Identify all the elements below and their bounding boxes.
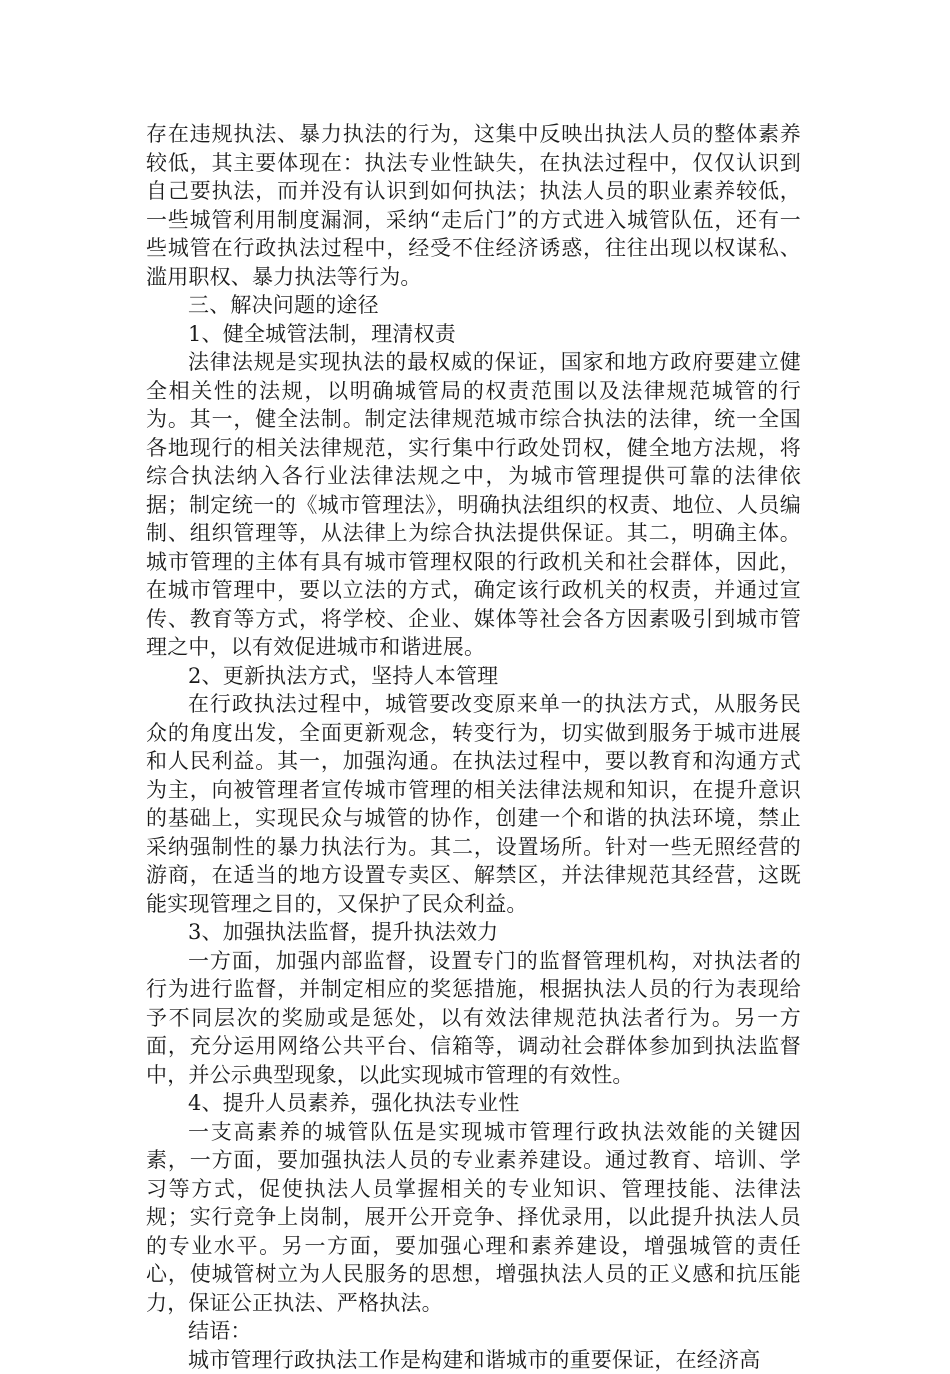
- paragraph-personnel-quality: 一支高素养的城管队伍是实现城市管理行政执法效能的关键因素，一方面，要加强执法人员的专业素养建设。通过教育、培训、学习等方式，促使执法人员掌握相关的专业知识、管理技能、法律法规；实行竞争上岗制，展开公开竞争、择优录用，以此提升执法人员的专业水平。另一方面，要加强心理和素养建设，增强城管的责任心，使城管树立为人民服务的思想，增强执法人员的正义感和抗压能力，保证公正执法、严格执法。: [146, 1118, 801, 1318]
- paragraph-conclusion: 城市管理行政执法工作是构建和谐城市的重要保证，在经济高: [146, 1346, 801, 1374]
- subheading-legal-system: 1、健全城管法制，理清权责: [146, 320, 801, 349]
- section-heading-solutions: 三、解决问题的途径: [146, 291, 801, 320]
- subheading-supervision: 3、加强执法监督，提升执法效力: [146, 918, 801, 947]
- paragraph-supervision: 一方面，加强内部监督，设置专门的监督管理机构，对执法者的行为进行监督，并制定相应的奖惩措施，根据执法人员的行为表现给予不同层次的奖励或是惩处，以有效法律规范执法者行为。另一方面，充分运用网络公共平台、信箱等，调动社会群体参加到执法监督中，并公示典型现象，以此实现城市管理的有效性。: [146, 947, 801, 1090]
- subheading-personnel-quality: 4、提升人员素养，强化执法专业性: [146, 1089, 801, 1118]
- paragraph-violation-behavior: 存在违规执法、暴力执法的行为，这集中反映出执法人员的整体素养较低，其主要体现在：执法专业性缺失，在执法过程中，仅仅认识到自己要执法，而并没有认识到如何执法；执法人员的职业素养较低，一些城管利用制度漏洞，采纳“走后门”的方式进入城管队伍，还有一些城管在行政执法过程中，经受不住经济诱惑，往往出现以权谋私、滥用职权、暴力执法等行为。: [146, 120, 801, 291]
- document-body: [146, 120, 801, 1374]
- paragraph-legal-system: 法律法规是实现执法的最权威的保证，国家和地方政府要建立健全相关性的法规，以明确城管局的权责范围以及法律规范城管的行为。其一，健全法制。制定法律规范城市综合执法的法律，统一全国各地现行的相关法律规范，实行集中行政处罚权，健全地方法规，将综合执法纳入各行业法律法规之中，为城市管理提供可靠的法律依据；制定统一的《城市管理法》，明确执法组织的权责、地位、人员编制、组织管理等，从法律上为综合执法提供保证。其二，明确主体。城市管理的主体有具有城市管理权限的行政机关和社会群体，因此，在城市管理中，要以立法的方式，确定该行政机关的权责，并通过宣传、教育等方式，将学校、企业、媒体等社会各方因素吸引到城市管理之中，以有效促进城市和谐进展。: [146, 348, 801, 662]
- subheading-enforcement-method: 2、更新执法方式，坚持人本管理: [146, 662, 801, 691]
- subheading-conclusion: 结语：: [146, 1317, 801, 1346]
- paragraph-enforcement-method: 在行政执法过程中，城管要改变原来单一的执法方式，从服务民众的角度出发，全面更新观念，转变行为，切实做到服务于城市进展和人民利益。其一，加强沟通。在执法过程中，要以教育和沟通方式为主，向被管理者宣传城市管理的相关法律法规和知识，在提升意识的基础上，实现民众与城管的协作，创建一个和谐的执法环境，禁止采纳强制性的暴力执法行为。其二，设置场所。针对一些无照经营的游商，在适当的地方设置专卖区、解禁区，并法律规范其经营，这既能实现管理之目的，又保护了民众利益。: [146, 690, 801, 918]
